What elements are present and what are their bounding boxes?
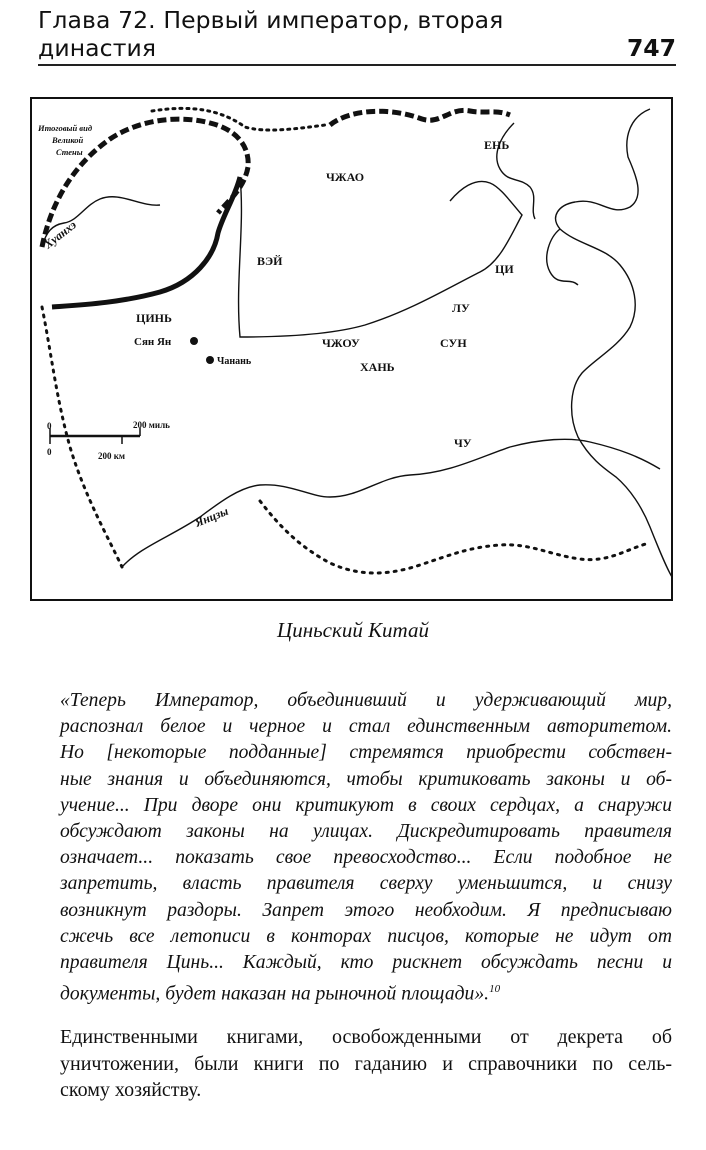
label-zhou: ЧЖОУ	[322, 336, 360, 350]
yangtze-label: Янцзы	[192, 503, 231, 530]
label-xianyang: Сян Ян	[134, 336, 172, 348]
label-wei: ВЭЙ	[257, 254, 283, 268]
body-paragraph	[60, 1024, 672, 1104]
chapter-title: Глава 72. Первый император, вторая династия	[38, 6, 504, 62]
changan-dot	[206, 356, 214, 364]
quote-line: правителя Цинь... Каждый, кто рискнет обсуждать песни и	[60, 952, 672, 974]
scale-km-zero: 0	[47, 447, 52, 457]
body-line: уничтожении, были книги по гаданию и справочники по сель-	[60, 1052, 672, 1075]
scale-miles-zero: 0	[47, 421, 52, 431]
map-caption: Циньский Китай	[277, 618, 429, 642]
map-svg	[30, 97, 673, 601]
wall-label-3: Стены	[56, 147, 83, 157]
label-zhao: ЧЖАО	[326, 170, 365, 184]
qin-china-map	[30, 97, 673, 601]
quote-line: запретить, власть правителя сверху уменьшится, и снизу	[60, 873, 672, 895]
label-chu: ЧУ	[454, 436, 472, 450]
quote-line: означает... показать свое превосходство... Если подобное не	[60, 847, 672, 869]
scale-km-label: 200 км	[98, 451, 126, 461]
label-lu: ЛУ	[452, 301, 470, 315]
huanghe-label: Хуанхэ	[41, 217, 79, 252]
label-han: ХАНЬ	[360, 360, 395, 374]
quote-block	[60, 688, 672, 1008]
quote-line: сжечь все летописи в конторах писцов, которые не идут от	[60, 925, 672, 947]
xianyang-dot	[190, 337, 198, 345]
quote-line: обсуждают законы на улицах. Дискредитировать правителя	[60, 821, 672, 843]
quote-line: «Теперь Император, объединивший и удерживающий мир,	[60, 690, 672, 711]
body-line: Единственными книгами, освобожденными от декрета об	[60, 1026, 672, 1048]
label-changan: Чанань	[217, 356, 252, 367]
body-line: скому хозяйству.	[60, 1079, 202, 1101]
wall-label-1: Итоговый вид	[38, 123, 93, 133]
quote-line: ные знания и объединяются, чтобы критиковать законы и об-	[60, 768, 672, 790]
quote-line: документы, будет наказан на рыночной площади».	[60, 983, 490, 1005]
footnote-marker: 10	[489, 983, 501, 996]
quote-last-line	[60, 976, 672, 1008]
quote-line: учение... При дворе они критикуют в своих сердцах, а снаружи	[60, 794, 672, 816]
page-number: 747	[626, 34, 676, 62]
page-header	[38, 6, 676, 62]
label-song: СУН	[440, 336, 467, 350]
quote-line: распознал белое и черное и стал единственным авторитетом.	[60, 716, 672, 738]
header-rule	[38, 64, 676, 66]
quote-line: Но [некоторые подданные] стремятся приобрести собствен-	[60, 742, 672, 764]
label-qi: ЦИ	[495, 262, 514, 276]
label-qin: ЦИНЬ	[136, 311, 172, 325]
quote-line: возникнут раздоры. Запрет этого необходим. Я предписываю	[60, 899, 672, 921]
label-yan: ЕНЬ	[484, 138, 510, 152]
wall-label-2: Великой	[52, 135, 84, 145]
scale-miles-label: 200 миль	[133, 420, 170, 430]
